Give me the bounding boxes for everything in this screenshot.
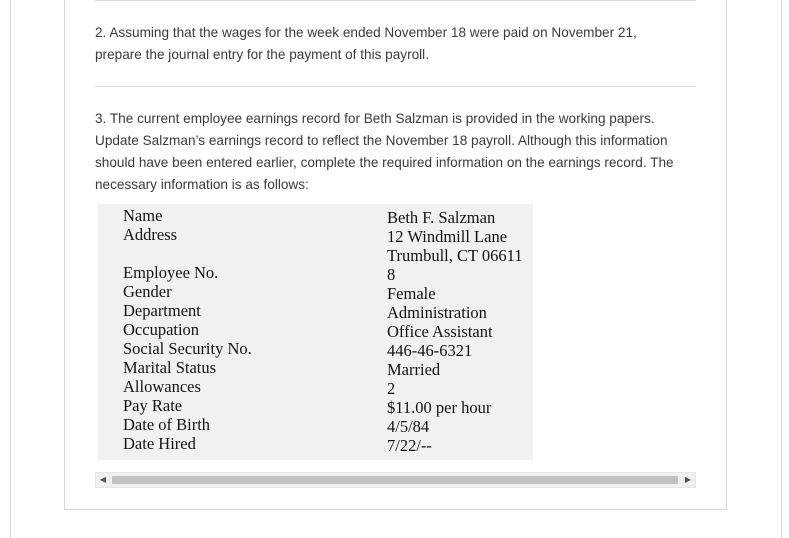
- record-label-address: Address: [123, 225, 178, 244]
- record-value-employee-no: 8: [387, 265, 396, 284]
- record-label-employee-no: Employee No.: [123, 263, 219, 282]
- horizontal-scrollbar[interactable]: [95, 472, 696, 488]
- record-label-gender: Gender: [123, 282, 172, 301]
- record-value-date-hired: 7/22/--: [387, 436, 432, 455]
- record-value-department: Administration: [387, 303, 487, 322]
- question-3-line: should have been entered earlier, complete the required information on the earnings record. The: [95, 155, 674, 170]
- record-label-date-of-birth: Date of Birth: [123, 415, 211, 434]
- record-value-name: Beth F. Salzman: [387, 208, 496, 227]
- question-3-line: necessary information is as follows:: [95, 177, 309, 192]
- section-divider: [95, 86, 696, 87]
- record-label-pay-rate: Pay Rate: [123, 396, 183, 415]
- question-3-line: Update Salzman’s earnings record to reflect the November 18 payroll. Although this information: [95, 133, 668, 148]
- record-label-department: Department: [123, 301, 201, 320]
- record-label-occupation: Occupation: [123, 320, 200, 339]
- question-3-text: [95, 108, 695, 196]
- record-value-address-line-2: Trumbull, CT 06611: [387, 246, 523, 265]
- record-label-name: Name: [123, 206, 163, 225]
- record-value-pay-rate: $11.00 per hour: [387, 398, 492, 417]
- scrollbar-thumb[interactable]: [112, 476, 678, 484]
- record-label-date-hired: Date Hired: [123, 434, 196, 453]
- scroll-left-icon[interactable]: ◀: [99, 475, 107, 484]
- question-3-line: 3. The current employee earnings record for Beth Salzman is provided in the working papers.: [95, 111, 655, 126]
- record-label-allowances: Allowances: [123, 377, 201, 396]
- record-value-ssn: 446-46-6321: [387, 341, 473, 360]
- record-value-occupation: Office Assistant: [387, 322, 493, 341]
- record-label-ssn: Social Security No.: [123, 339, 252, 358]
- record-value-allowances: 2: [387, 379, 396, 398]
- question-2-text: [95, 22, 695, 66]
- record-value-address-line-1: 12 Windmill Lane: [387, 227, 508, 246]
- record-label-marital-status: Marital Status: [123, 358, 217, 377]
- record-value-marital-status: Married: [387, 360, 441, 379]
- record-value-gender: Female: [387, 284, 436, 303]
- question-2-line: prepare the journal entry for the payment of this payroll.: [95, 47, 429, 62]
- employee-record-image: [98, 204, 533, 460]
- scroll-right-icon[interactable]: ▶: [684, 475, 692, 484]
- record-value-date-of-birth: 4/5/84: [387, 417, 430, 436]
- question-2-line: 2. Assuming that the wages for the week ended November 18 were paid on November 21,: [95, 25, 637, 40]
- top-divider: [95, 0, 696, 1]
